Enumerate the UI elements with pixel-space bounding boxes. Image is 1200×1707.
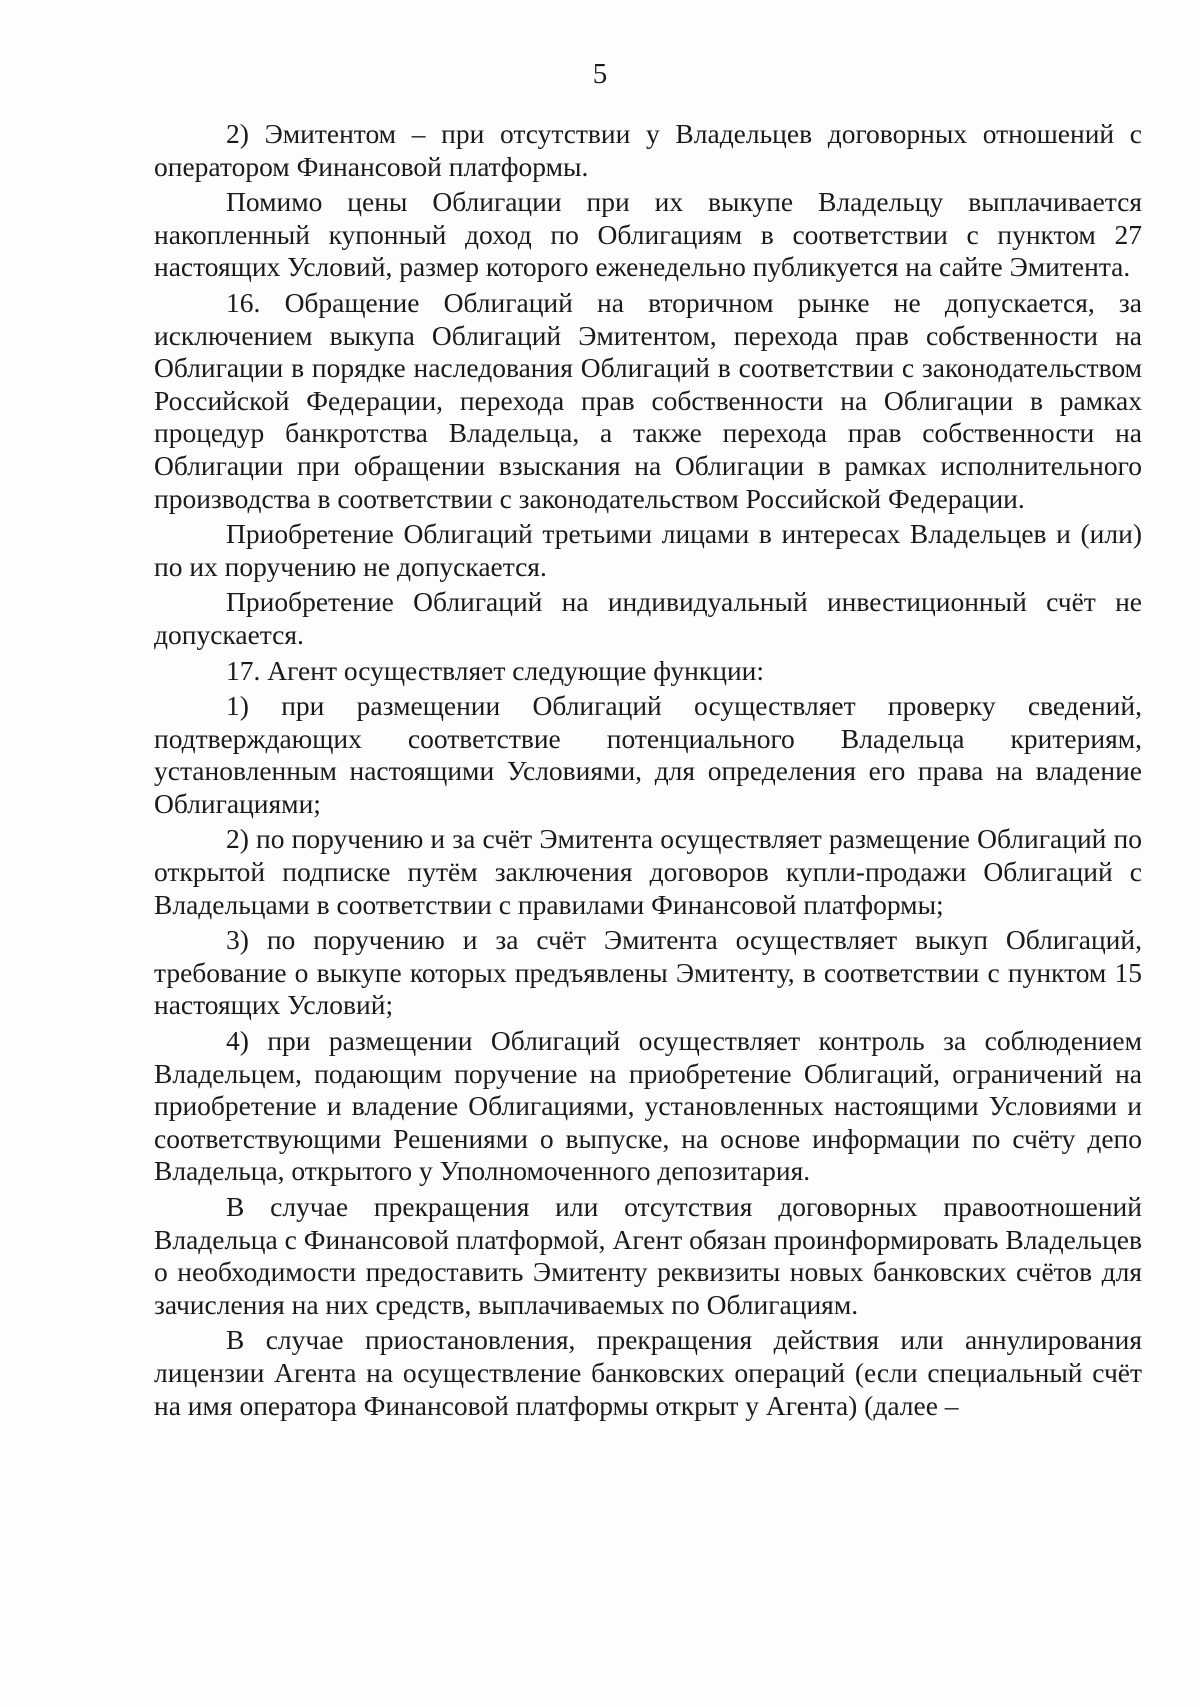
paragraph-function-2: 2) по поручению и за счёт Эмитента осуществляет размещение Облигаций по открытой подписке путём заключения договоров купли-продажи Облигаций с Владельцами в соответствии с правилами Финансовой платформы; xyxy=(154,823,1142,920)
paragraph-function-1: 1) при размещении Облигаций осуществляет проверку сведений, подтверждающих соответствие потенциального Владельца критериям, установленным настоящими Условиями, для определения его права на владение Облигациями; xyxy=(154,690,1142,819)
paragraph-license-suspension: В случае приостановления, прекращения действия или аннулирования лицензии Агента на осуществление банковских операций (если специальный счёт на имя оператора Финансовой платформы открыт у Агента) (далее – xyxy=(154,1324,1142,1421)
page-number: 5 xyxy=(592,58,608,90)
paragraph-function-4: 4) при размещении Облигаций осуществляет контроль за соблюдением Владельцем, подающим поручение на приобретение Облигаций, ограничений на приобретение и владение Облигациями, установленных настоящими Условиями и соответствующими Решениями о выпуске, на основе информации по счёту депо Владельца, открытого у Уполномоченного депозитария. xyxy=(154,1025,1142,1187)
paragraph-iis: Приобретение Облигаций на индивидуальный инвестиционный счёт не допускается. xyxy=(154,586,1142,650)
paragraph-issuer-clause: 2) Эмитентом – при отсутствии у Владельцев договорных отношений с оператором Финансовой платформы. xyxy=(154,118,1142,182)
paragraph-coupon-income: Помимо цены Облигации при их выкупе Владельцу выплачивается накопленный купонный доход по Облигациям в соответствии с пунктом 27 настоящих Условий, размер которого еженедельно публикуется на сайте Эмитента. xyxy=(154,186,1142,283)
paragraph-third-parties: Приобретение Облигаций третьими лицами в интересах Владельцев и (или) по их поручению не допускается. xyxy=(154,518,1142,582)
document-body xyxy=(154,118,1142,1425)
paragraph-item-16: 16. Обращение Облигаций на вторичном рынке не допускается, за исключением выкупа Облигаций Эмитентом, перехода прав собственности на Облигации в порядке наследования Облигаций в соответствии с законодательством Российской Федерации, перехода прав собственности на Облигации в рамках процедур банкротства Владельца, а также перехода прав собственности на Облигации при обращении взыскания на Облигации в рамках исполнительного производства в соответствии с законодательством Российской Федерации. xyxy=(154,286,1142,514)
paragraph-item-17: 17. Агент осуществляет следующие функции: xyxy=(226,654,765,686)
paragraph-termination: В случае прекращения или отсутствия договорных правоотношений Владельца с Финансовой платформой, Агент обязан проинформировать Владельцев о необходимости предоставить Эмитенту реквизиты новых банковских счётов для зачисления на них средств, выплачиваемых по Облигациям. xyxy=(154,1191,1142,1320)
paragraph-function-3: 3) по поручению и за счёт Эмитента осуществляет выкуп Облигаций, требование о выкупе которых предъявлены Эмитенту, в соответствии с пунктом 15 настоящих Условий; xyxy=(154,924,1142,1021)
